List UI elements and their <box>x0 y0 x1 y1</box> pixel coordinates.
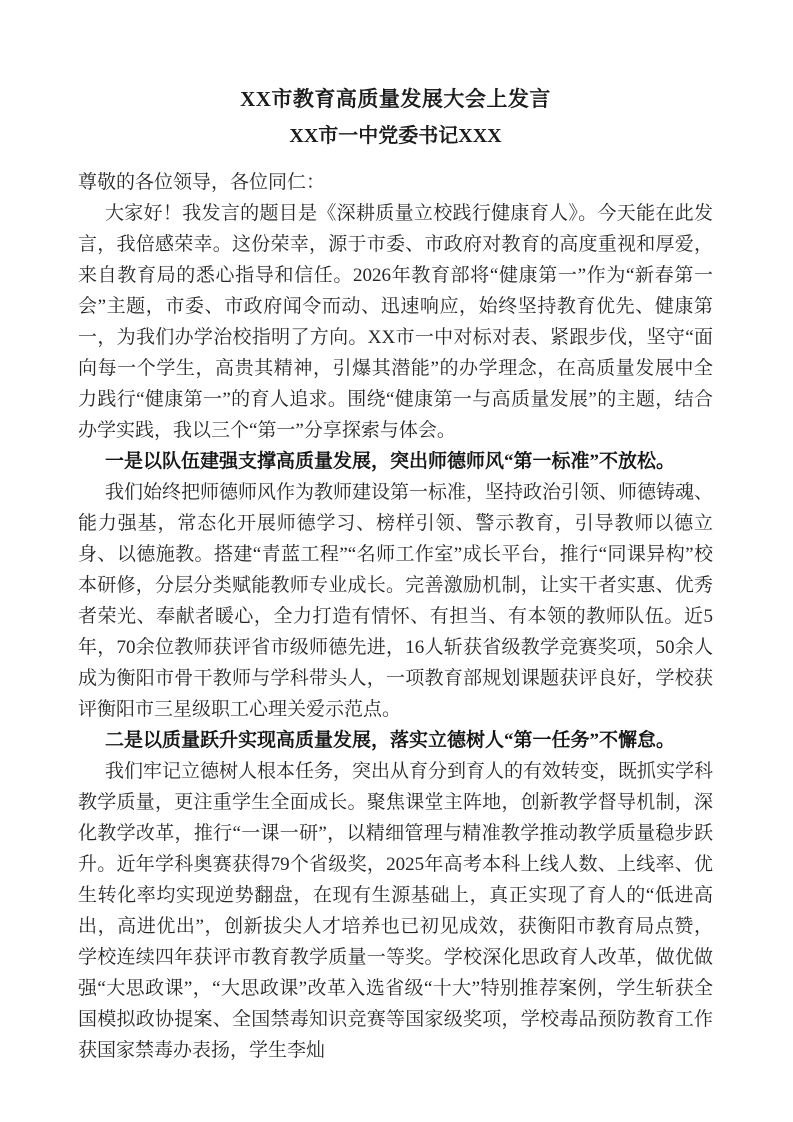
section-heading-1: 一是以队伍建强支撑高质量发展，突出师德师风“第一标准”不放松。 <box>105 451 676 472</box>
section-heading-2: 二是以质量跃升实现高质量发展，落实立德树人“第一任务”不懈怠。 <box>105 730 676 751</box>
salutation-line: 尊敬的各位领导，各位同仁： <box>78 172 326 193</box>
document-subtitle: XX市一中党委书记XXX <box>289 125 502 147</box>
paragraph-section-1: 我们始终把师德师风作为教师建设第一标准，坚持政治引领、师德铸魂、能力强基，常态化开展师德学习、榜样引领、警示教育，引导教师以德立身、以德施教。搭建“青蓝工程”“名师工作室”成长平台，推行“同课异构”校本研修，分层分类赋能教师专业成长。完善激励机制，让实干者实惠、优秀者荣光、奉献者暖心，全力打造有情怀、有担当、有本领的教师队伍。近5年，70余位教师获评省市级师德先进，16人斩获省级教学竞赛奖项，50余人成为衡阳市骨干教师与学科带头人，一项教育部规划课题获评良好，学校获评衡阳市三星级职工心理关爱示范点。 <box>78 482 714 720</box>
paragraph-section-2: 我们牢记立德树人根本任务，突出从育分到育人的有效转变，既抓实学科教学质量，更注重学生全面成长。聚焦课堂主阵地，创新教学督导机制，深化教学改革，推行“一课一研”，以精细管理与精准教学推动教学质量稳步跃升。近年学科奥赛获得79个省级奖，2025年高考本科上线人数、上线率、优生转化率均实现逆势翻盘，在现有生源基础上，真正实现了育人的“低进高出，高进优出”，创新拔尖人才培养也已初见成效，获衡阳市教育局点赞，学校连续四年获评市教育教学质量一等奖。学校深化思政育人改革，做优做强“大思政课”，“大思政课”改革入选省级“十大”特别推荐案例，学生斩获全国模拟政协提案、全国禁毒知识竞赛等国家级奖项，学校毒品预防教育工作获国家禁毒办表扬，学生李灿 <box>78 761 714 1061</box>
paragraph-intro: 大家好！我发言的题目是《深耕质量立校践行健康育人》。今天能在此发言，我倍感荣幸。这份荣幸，源于市委、市政府对教育的高度重视和厚爱，来自教育局的悉心指导和信任。2026年教育部将“健康第一”作为“新春第一会”主题，市委、市政府闻令而动、迅速响应，始终坚持教育优先、健康第一，为我们办学治校指明了方向。XX市一中对标对表、紧跟步伐，坚守“面向每一个学生，高贵其精神，引爆其潜能”的办学理念，在高质量发展中全力践行“健康第一”的育人追求。围绕“健康第一与高质量发展”的主题，结合办学实践，我以三个“第一”分享探索与体会。 <box>78 203 713 441</box>
document-title: XX市教育高质量发展大会上发言 <box>240 87 551 111</box>
